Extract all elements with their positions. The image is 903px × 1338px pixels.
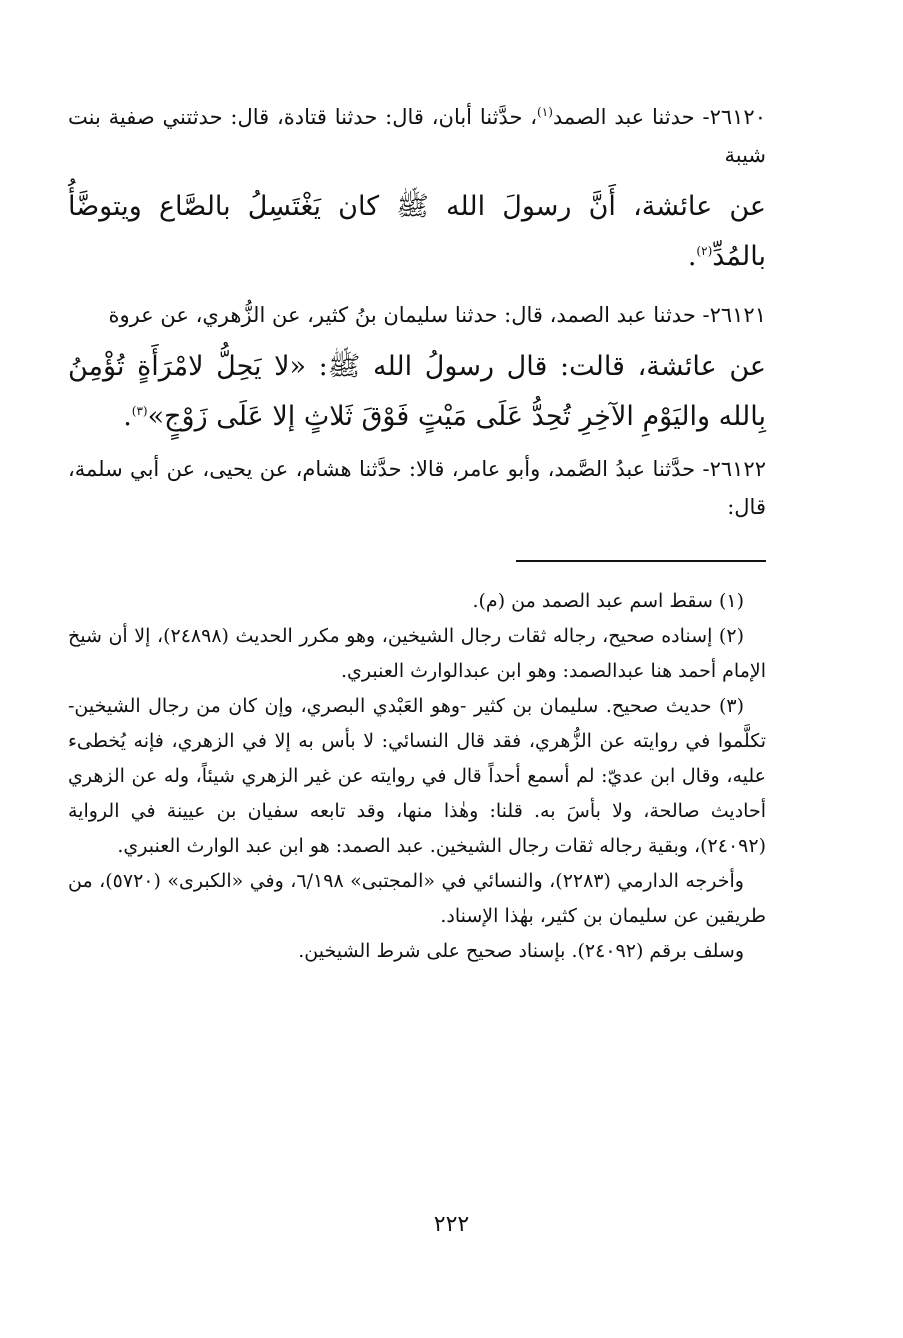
hadith-26121-isnad — [68, 296, 766, 334]
hadith-26120-isnad — [68, 98, 766, 174]
isnad-text: حدثنا عبد الصمد — [552, 105, 695, 129]
footnote-ref[interactable]: (١) — [537, 105, 553, 119]
hadith-number: ٢٦١٢٢- — [702, 457, 766, 481]
footnote-divider — [516, 560, 766, 562]
footnote-ref[interactable]: (٣) — [131, 404, 148, 418]
footnote-1: (١) سقط اسم عبد الصمد من (م). — [472, 590, 744, 612]
footnote-3-continued: وأخرجه الدارمي (٢٢٨٣)، والنسائي في «المجتبى» ٦/١٩٨، وفي «الكبرى» (٥٧٢٠)، من طريقين عن سليمان بن كثير، بهٰذا الإسناد. — [68, 870, 766, 927]
hadith-26120-matn — [68, 182, 766, 282]
page-number: ٢٢٢ — [433, 1212, 470, 1237]
period: . — [687, 241, 697, 272]
footnote-3: (٣) حديث صحيح. سليمان بن كثير -وهو العَبْدي البصري، وإن كان من رجال الشيخين- تكلَّموا في روايته عن الزُّهري، فقد قال النسائي: لا بأس به إلا في الزهري، فإنه يُخطىء عليه، وقال ابن عديّ: لم أسمع أحداً قال في روايته عن غير الزهري شيئاً، وله عن الزهري أحاديث صالحة، ولا بأسَ به. قلنا: وهٰذا منها، وقد تابعه سفيان بن عيينة في الرواية (٢٤٠٩٢)، وبقية رجاله ثقات رجال الشيخين. عبد الصمد: هو ابن عبد الوارث العنبري. — [68, 695, 766, 857]
footnote-3-end: وسلف برقم (٢٤٠٩٢). بإسناد صحيح على شرط الشيخين. — [298, 940, 744, 962]
hadith-26122-isnad — [68, 450, 766, 526]
footnote-2: (٢) إسناده صحيح، رجاله ثقات رجال الشيخين، وهو مكرر الحديث (٢٤٨٩٨)، إلا أن شيخ الإمام أحمد هنا عبدالصمد: وهو ابن عبدالوارث العنبري. — [68, 625, 766, 682]
period: . — [123, 401, 132, 432]
hadith-number: ٢٦١٢٠- — [702, 105, 766, 129]
isnad-text: ، حدَّثنا أبان، قال: حدثنا قتادة، قال: حدثتني صفية بنت شيبة — [68, 105, 766, 167]
isnad-text: حدثنا عبد الصمد، قال: حدثنا سليمان بنُ كثير، عن الزُّهري، عن عروة — [108, 303, 696, 327]
page-body — [68, 98, 766, 969]
matn-text: عن عائشة، قالت: قال رسولُ الله ﷺ: «لا يَحِلُّ لامْرَأَةٍ تُؤْمِنُ بِالله واليَوْمِ الآخِرِ تُحِدُّ عَلَى مَيْتٍ فَوْقَ ثَلاثٍ إلا عَلَى زَوْجٍ» — [68, 351, 766, 432]
isnad-text: حدَّثنا عبدُ الصَّمد، وأبو عامر، قالا: حدَّثنا هشام، عن يحيى، عن أبي سلمة، قال: — [68, 457, 766, 519]
hadith-26121-matn — [68, 342, 766, 442]
hadith-number: ٢٦١٢١- — [702, 303, 766, 327]
footnote-ref[interactable]: (٢) — [696, 244, 713, 258]
matn-text: عن عائشة، أَنَّ رسولَ الله ﷺ كان يَغْتَسِلُ بالصَّاع ويتوضَّأُ بالمُدِّ — [68, 191, 766, 272]
